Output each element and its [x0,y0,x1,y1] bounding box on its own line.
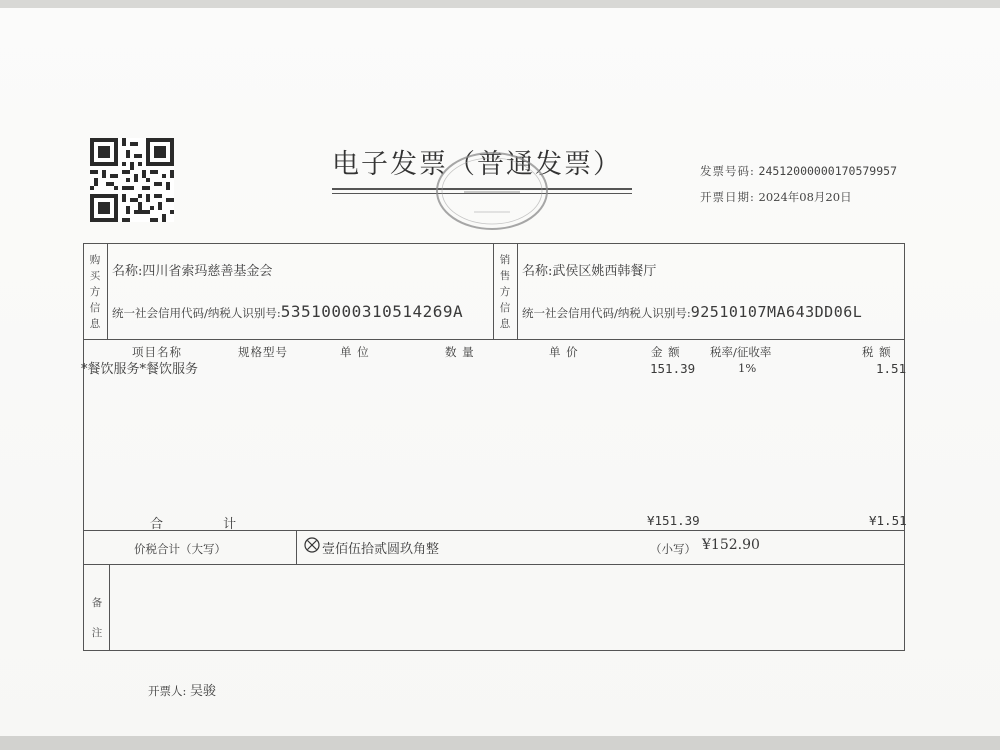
issuer-name: 吴骏 [190,684,217,699]
item-row-rate: 1% [738,361,757,375]
buyer-taxid-row [112,302,463,321]
seller-taxid-row [522,302,862,321]
scan-edge-bottom [0,736,1000,750]
invoice-number-row [700,163,897,179]
grand-total-small-label: （小写） [650,542,696,556]
total-label: 合 计 [150,517,265,532]
invoice-number-value: 24512000000170579957 [758,164,898,178]
seller-name: 武侯区姚西韩餐厅 [552,264,657,279]
header-price: 单 价 [549,345,579,359]
total-divider [83,564,905,565]
total-amount: ¥151.39 [647,513,700,528]
item-row-name: *餐饮服务*餐饮服务 [81,362,199,377]
item-row-tax: 1.51 [876,361,907,376]
grand-total-label: 价税合计（大写） [134,542,226,556]
total-label-divider [296,530,297,564]
scan-edge-top [0,0,1000,8]
seller-side-label: 销售方信息 [499,254,511,330]
remarks-divider [109,564,110,651]
item-row-amount: 151.39 [650,361,696,376]
invoice-date-value: 2024年08月20日 [758,190,852,204]
issuer-row [148,680,216,699]
header-unit: 单 位 [340,345,370,359]
seller-taxid: 92510107MA643DD06L [690,303,863,321]
buyer-taxid: 53510000310514269A [280,302,464,321]
header-item-name: 项目名称 [132,345,182,359]
cross-circle-icon [304,537,320,553]
invoice-date-label: 开票日期: [700,190,755,204]
issuer-label: 开票人: [148,684,187,698]
grand-total-small-value: ¥152.90 [702,537,760,553]
invoice-number-label: 发票号码: [700,164,755,178]
invoice-date-row [700,189,852,205]
party-divider [83,339,905,340]
remarks-label: 备注 [91,597,103,639]
party-middle-divider [493,243,494,339]
buyer-side-divider [107,243,108,339]
buyer-side-label: 购买方信息 [89,254,101,330]
buyer-name-row [112,260,272,279]
header-spec: 规格型号 [238,345,288,359]
invoice-title: 电子发票（普通发票） [332,149,622,180]
faint-margin-mark [908,255,919,261]
header-tax-rate: 税率/征收率 [710,345,772,359]
buyer-name-label: 名称: [112,264,143,279]
tax-seal-icon [434,150,550,232]
grand-total-words: 壹佰伍拾贰圆玖角整 [322,542,440,557]
seller-name-label: 名称: [522,264,553,279]
seller-taxid-label: 统一社会信用代码/纳税人识别号: [522,306,691,320]
buyer-taxid-label: 统一社会信用代码/纳税人识别号: [112,306,281,320]
seller-name-row [522,260,656,279]
header-tax: 税 额 [862,345,892,359]
qr-code-icon [90,138,174,222]
buyer-name: 四川省索玛慈善基金会 [142,264,273,279]
header-amount: 金 额 [651,345,681,359]
seller-side-divider [517,243,518,339]
header-qty: 数 量 [445,345,475,359]
total-tax: ¥1.51 [869,513,907,528]
